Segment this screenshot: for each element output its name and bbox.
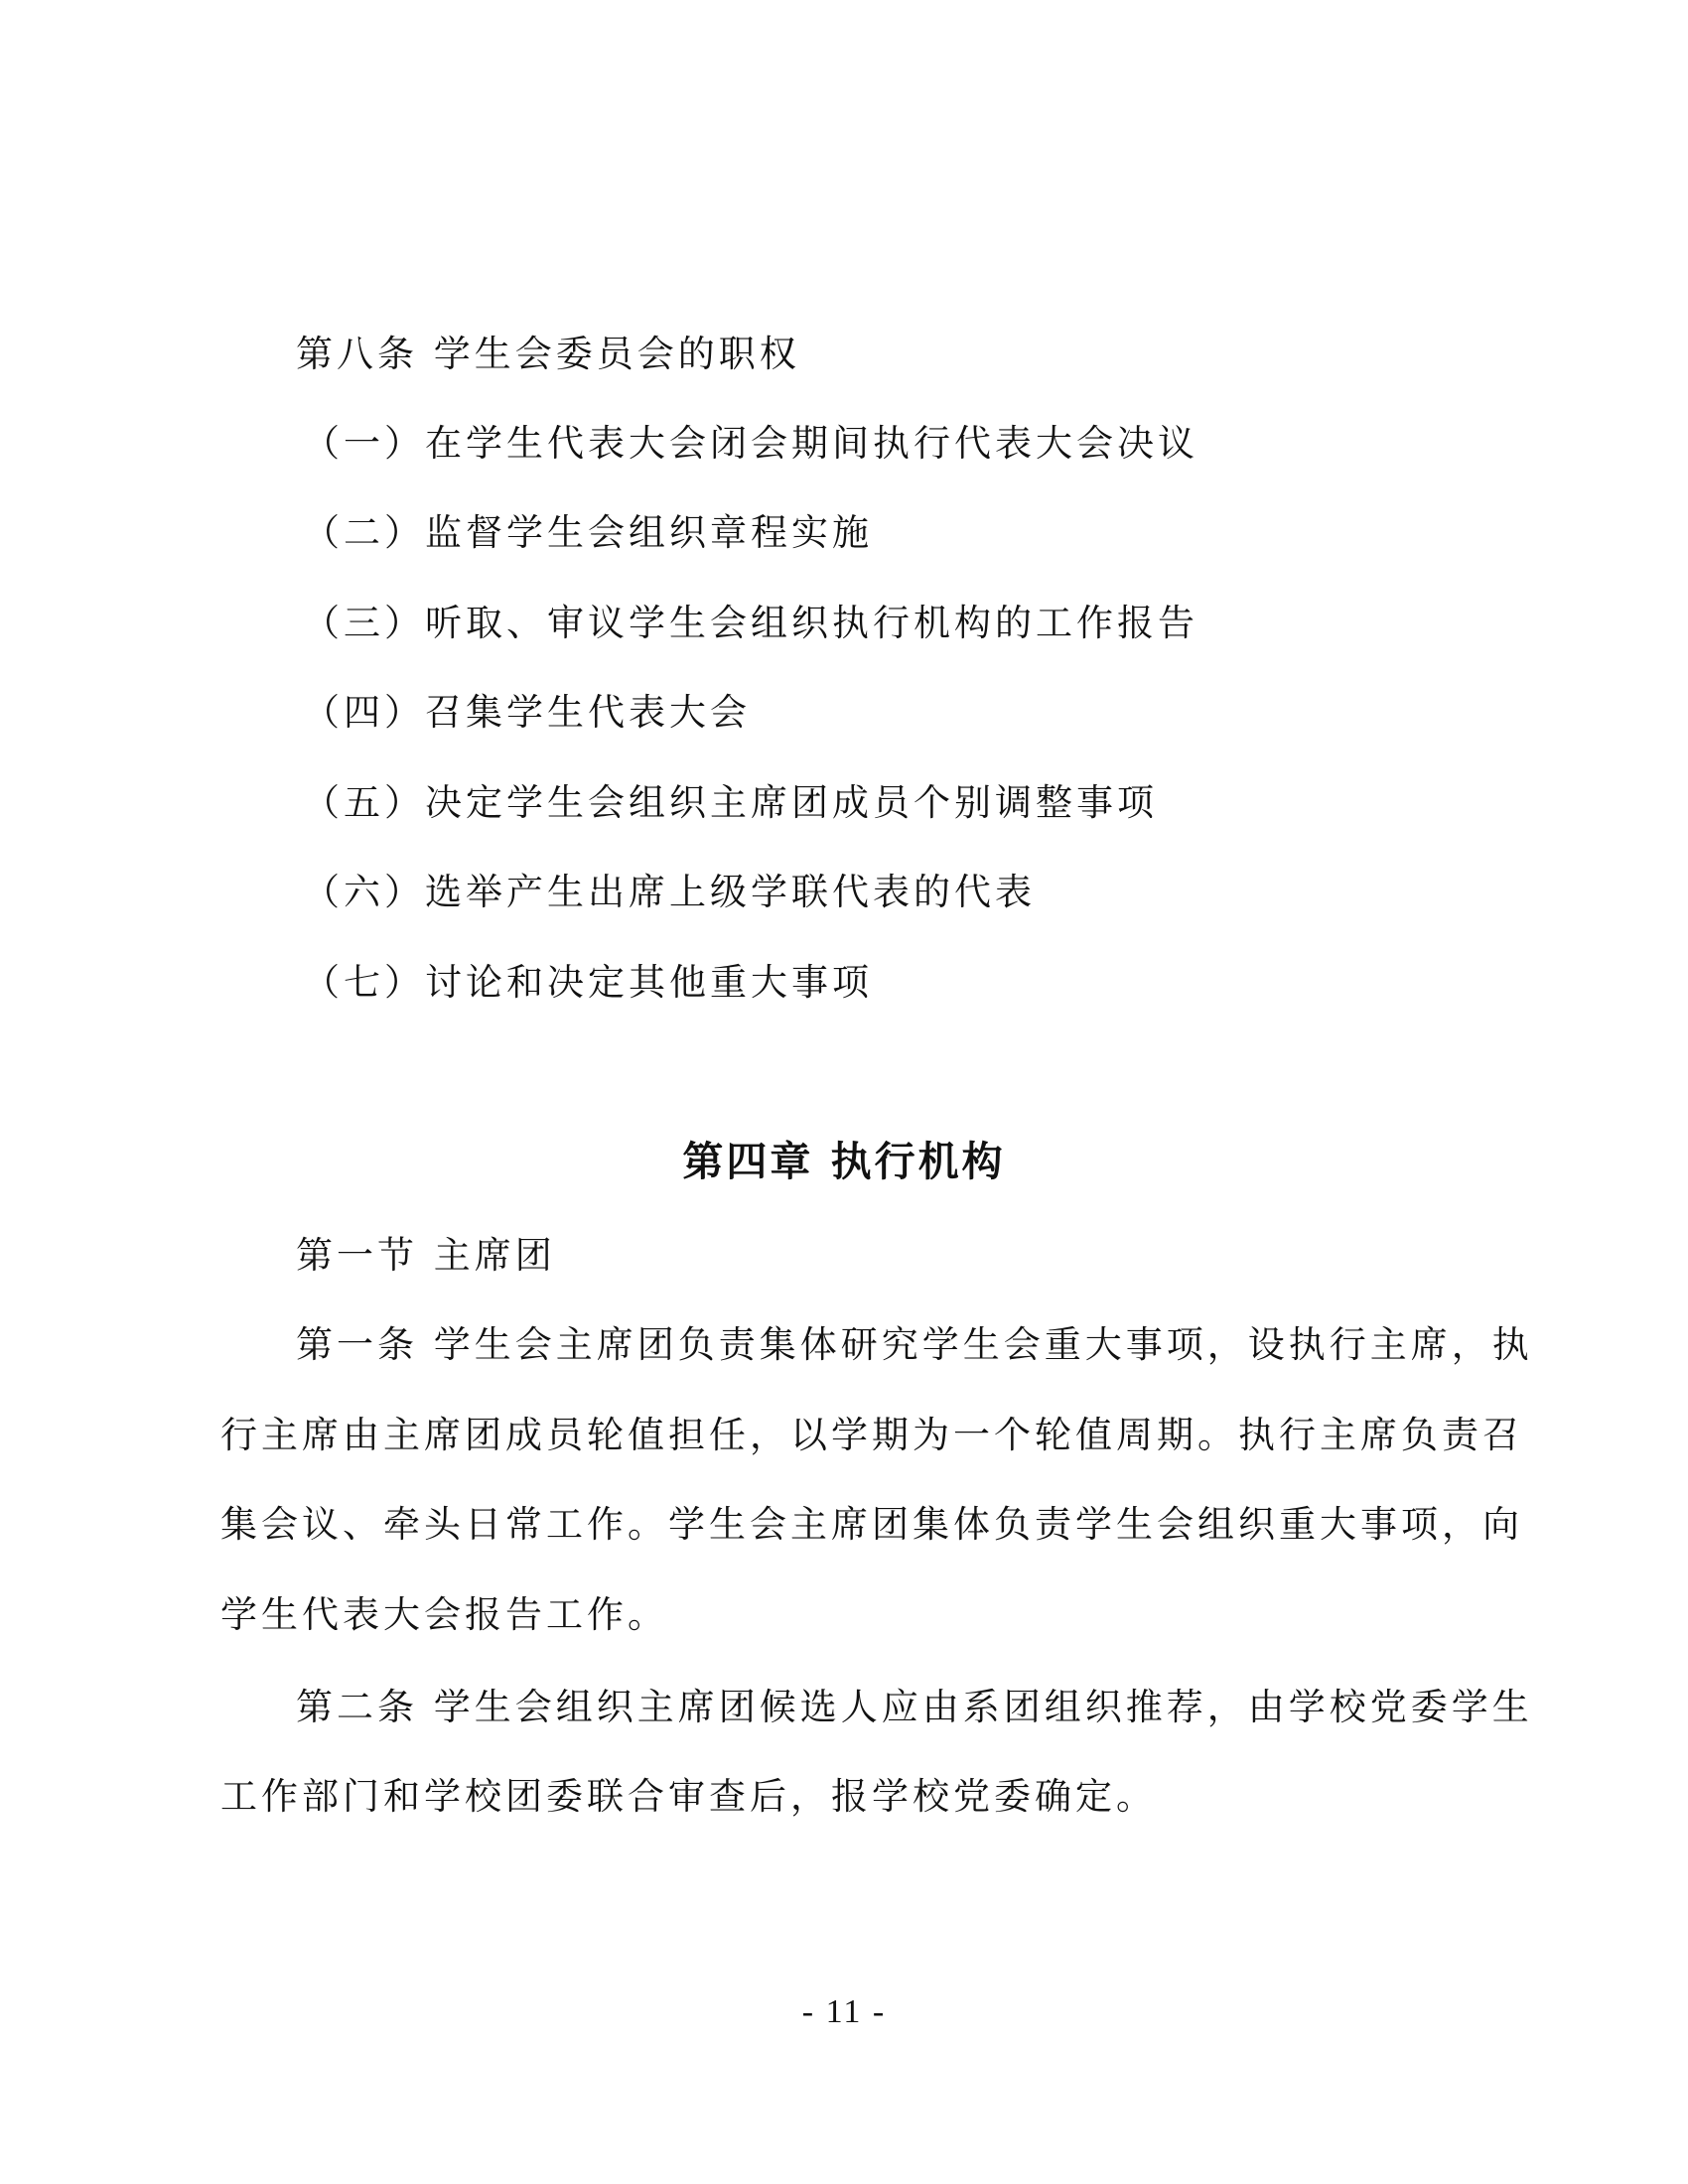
chapter-title: 第四章 执行机构 [682,1138,1006,1185]
article8-item: （四）召集学生代表大会 [303,691,751,734]
article1-line: 学生代表大会报告工作。 [220,1593,668,1636]
article8-item: （二）监督学生会组织章程实施 [303,511,873,554]
article8-heading: 第八条 学生会委员会的职权 [296,333,800,375]
article8-item: （六）选举产生出席上级学联代表的代表 [303,871,1036,913]
article8-item: （一）在学生代表大会闭会期间执行代表大会决议 [303,422,1198,465]
article1-line: 第一条 学生会主席团负责集体研究学生会重大事项，设执行主席，执 [296,1323,1533,1366]
page-number: - 11 - [801,1993,887,2030]
article8-item: （三）听取、审议学生会组织执行机构的工作报告 [303,602,1198,644]
article8-item: （五）决定学生会组织主席团成员个别调整事项 [303,781,1158,824]
article2-line: 第二条 学生会组织主席团候选人应由系团组织推荐，由学校党委学生 [296,1686,1533,1728]
article1-line: 集会议、牵头日常工作。学生会主席团集体负责学生会组织重大事项，向 [220,1503,1523,1546]
article8-item: （七）讨论和决定其他重大事项 [303,961,873,1004]
section-heading: 第一节 主席团 [296,1234,556,1277]
article2-line: 工作部门和学校团委联合审查后，报学校党委确定。 [220,1775,1157,1818]
article1-line: 行主席由主席团成员轮值担任，以学期为一个轮值周期。执行主席负责召 [220,1414,1523,1456]
